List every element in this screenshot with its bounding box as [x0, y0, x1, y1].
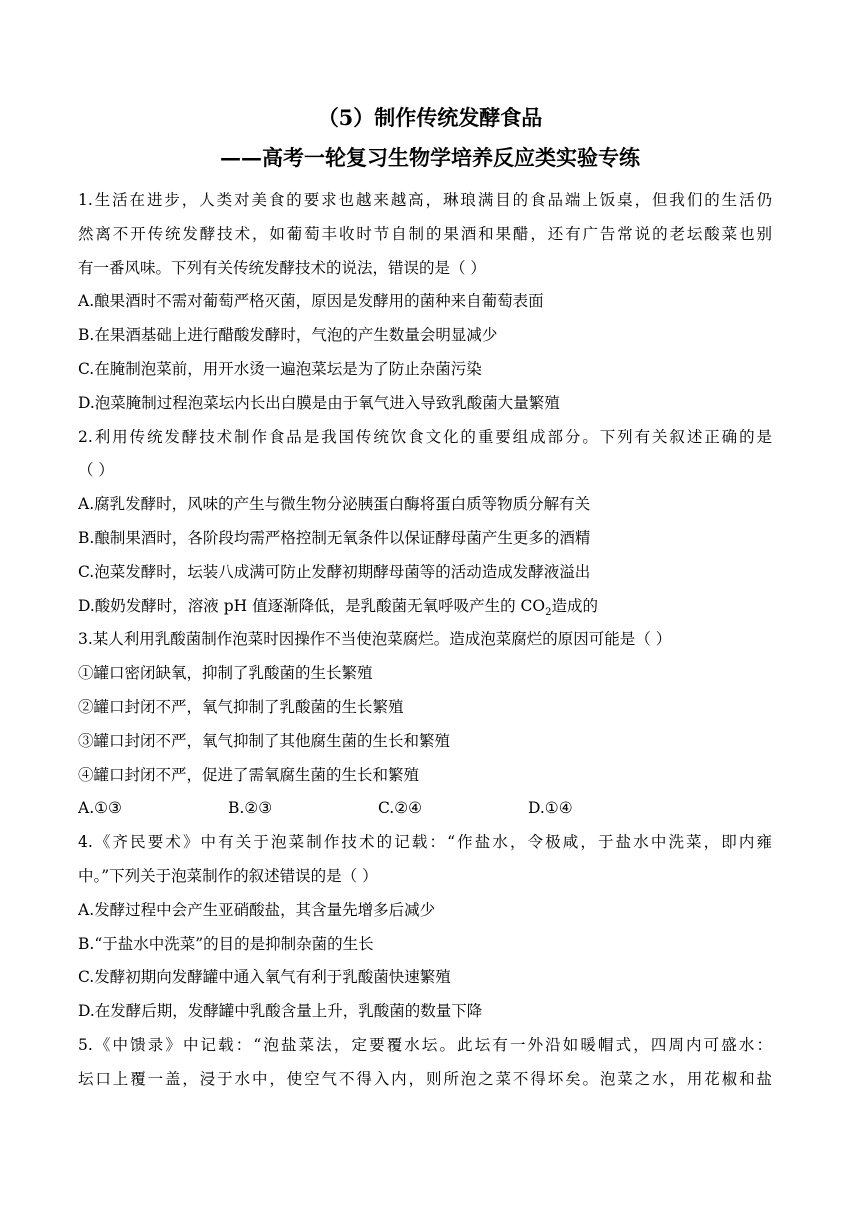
- document-subtitle: ——高考一轮复习生物学培养反应类实验专练: [220, 145, 640, 170]
- q1-option-d: D.泡菜腌制过程泡菜坛内长出白膜是由于氧气进入导致乳酸菌大量繁殖: [78, 393, 560, 412]
- q2-option-c: C.泡菜发酵时，坛装八成满可防止发酵初期酵母菌等的活动造成发酵液溢出: [78, 562, 591, 581]
- q3-statement-1: ①罐口密闭缺氧，抑制了乳酸菌的生长繁殖: [78, 664, 373, 683]
- q2-option-b: B.酿制果酒时，各阶段均需严格控制无氧条件以保证酵母菌产生更多的酒精: [78, 528, 591, 547]
- q3-statement-2: ②罐口封闭不严，氧气抑制了乳酸菌的生长繁殖: [78, 697, 404, 716]
- q3-options: [78, 792, 772, 826]
- question-list: [78, 184, 772, 1097]
- q4-option-c: C.发酵初期向发酵罐中通入氧气有利于乳酸菌快速繁殖: [78, 968, 451, 987]
- q4-option-a: A.发酵过程中会产生亚硝酸盐，其含量先增多后减少: [78, 900, 436, 919]
- q1-stem-line-3: 有一番风味。下列有关传统发酵技术的说法，错误的是（ ）: [78, 258, 486, 277]
- document-title: （5）制作传统发酵食品: [317, 105, 543, 130]
- q3-stem: 3.某人利用乳酸菌制作泡菜时因操作不当使泡菜腐烂。造成泡菜腐烂的原因可能是（ ）: [78, 630, 672, 649]
- q2-option-d-post: 造成的: [551, 596, 598, 615]
- q3-statement-4: ④罐口封闭不严，促进了需氧腐生菌的生长和繁殖: [78, 765, 420, 784]
- q1-stem-line-1: 1.生活在进步，人类对美食的要求也越来越高，琳琅满目的食品端上饭桌，但我们的生活仍: [78, 191, 772, 209]
- q4-stem-line-2: 中。”下列关于泡菜制作的叙述错误的是（ ）: [78, 866, 378, 885]
- q2-option-d-subscript: 2: [545, 606, 552, 618]
- q2-stem-line-1: 2.利用传统发酵技术制作食品是我国传统饮食文化的重要组成部分。下列有关叙述正确的是: [78, 427, 772, 446]
- q1-stem-line-2: 然离不开传统发酵技术，如葡萄丰收时节自制的果酒和果醋，还有广告常说的老坛酸菜也别: [78, 224, 772, 243]
- q4-option-b: B.“于盐水中洗菜”的目的是抑制杂菌的生长: [78, 934, 374, 953]
- q3-option-c: C.②④: [378, 799, 423, 818]
- q5-stem-line-1: 5.《中馈录》中记载：“泡盐菜法，定要覆水坛。此坛有一外沿如暖帽式，四周内可盛水：: [78, 1035, 772, 1054]
- q3-option-b: B.②③: [228, 799, 273, 818]
- q3-statement-3: ③罐口封闭不严，氧气抑制了其他腐生菌的生长和繁殖: [78, 731, 451, 750]
- q1-option-c: C.在腌制泡菜前，用开水烫一遍泡菜坛是为了防止杂菌污染: [78, 359, 482, 378]
- q2-option-d-pre: D.酸奶发酵时，溶液 pH 值逐渐降低，是乳酸菌无氧呼吸产生的 CO: [78, 596, 546, 615]
- q4-option-d: D.在发酵后期，发酵罐中乳酸含量上升，乳酸菌的数量下降: [78, 1002, 483, 1021]
- q1-option-b: B.在果酒基础上进行醋酸发酵时，气泡的产生数量会明显减少: [78, 326, 498, 345]
- q5-stem-line-2: 坛口上覆一盖，浸于水中，使空气不得入内，则所泡之菜不得坏矣。泡菜之水，用花椒和盐: [78, 1069, 772, 1088]
- q2-stem-line-2: （ ）: [78, 461, 114, 480]
- q1-option-a: A.酿果酒时不需对葡萄严格灭菌，原因是发酵用的菌种来自葡萄表面: [78, 292, 544, 311]
- q3-option-a: A.①③: [78, 799, 122, 818]
- q2-option-d: [78, 590, 772, 624]
- q2-option-a: A.腐乳发酵时，风味的产生与微生物分泌胰蛋白酶将蛋白质等物质分解有关: [78, 495, 591, 514]
- q4-stem-line-1: 4.《齐民要术》中有关于泡菜制作技术的记载：“作盐水，令极咸，于盐水中洗菜，即内雍: [78, 833, 772, 852]
- q3-option-d: D.①④: [528, 799, 573, 818]
